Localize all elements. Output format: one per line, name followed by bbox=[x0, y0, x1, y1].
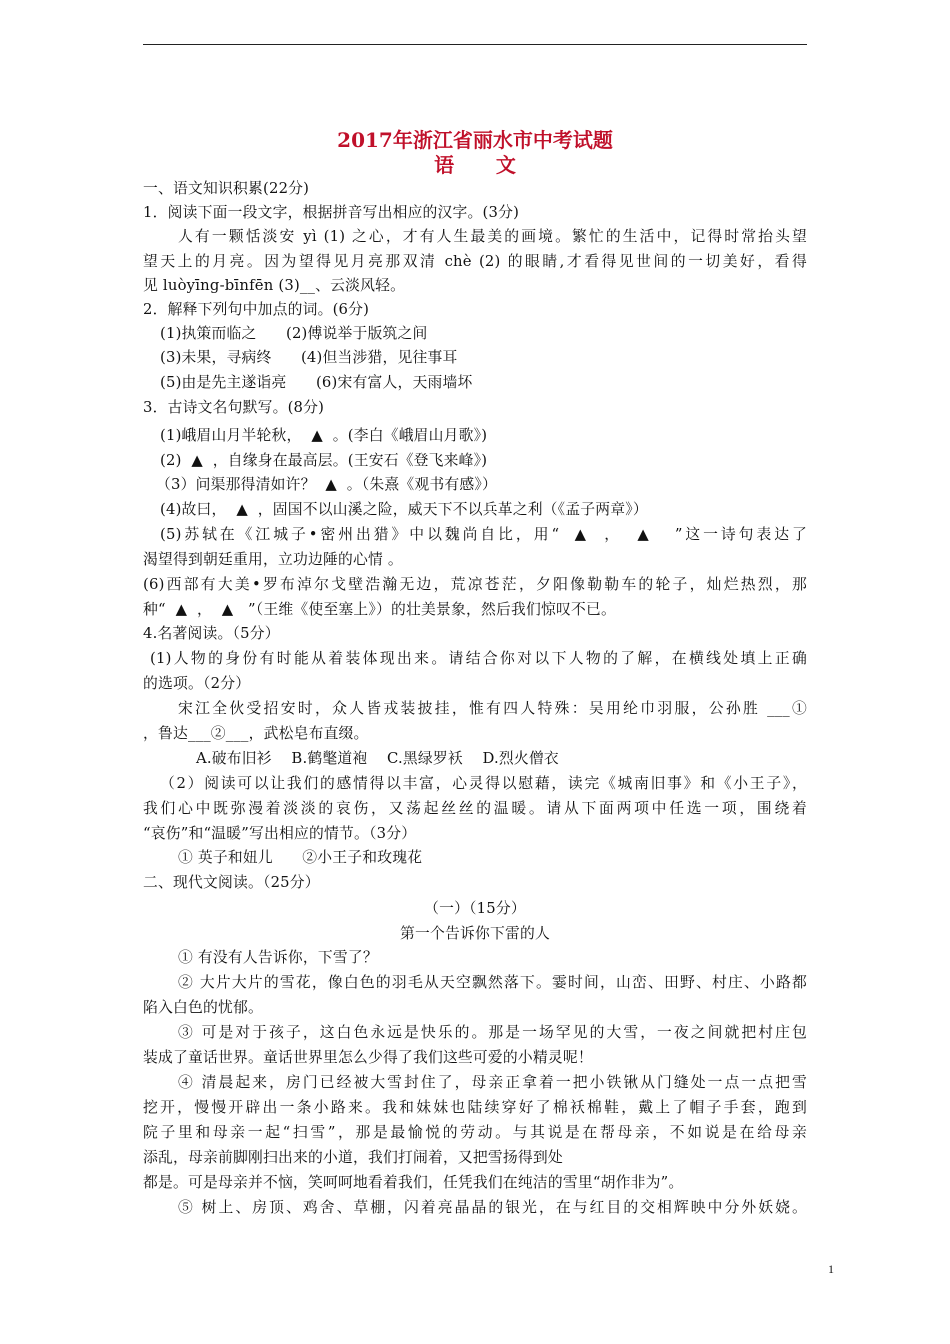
paragraph: ⑤ 树上、房顶、鸡舍、草棚，闪着亮晶晶的银光，在与红目的交相辉映中分外妖娆。 bbox=[178, 1199, 807, 1216]
reading-item: （2）阅读可以让我们的感情得以丰富，心灵得以慰藉，读完《城南旧事》和《小王子》， bbox=[160, 775, 807, 792]
passage-line: 人有一颗恬淡安 yì (1) 之心，才有人生最美的画境。繁忙的生活中，记得时常抬头望 bbox=[178, 228, 807, 245]
poem-item: 渴望得到朝廷重用，立功边陲的心情 。 bbox=[143, 551, 403, 568]
choice-options: ① 英子和妞儿 ②小王子和玫瑰花 bbox=[178, 849, 423, 866]
reading-item: 我们心中既弥漫着淡淡的哀伤，又荡起丝丝的温暖。请从下面两项中任选一项，围绕着 bbox=[143, 800, 807, 817]
page-number: 1 bbox=[828, 1262, 834, 1276]
answer-options: A.破布旧衫 B.鹤氅道袍 C.黑绿罗袄 D.烈火僧衣 bbox=[196, 750, 559, 767]
passage-title: 第一个告诉你下雷的人 bbox=[400, 925, 550, 942]
passage-line: 望天上的月亮。因为望得见月亮那双清 chè (2) 的眼睛,才看得见世间的一切美好，看得 bbox=[143, 253, 807, 270]
poem-item: 种“ ▲ ， ▲ ”（王维《使至塞上》）的壮美景象，然后我们惊叹不已。 bbox=[143, 601, 616, 618]
poem-item: (5)苏轼在《江城子•密州出猎》中以魏尚自比，用“ ▲ ， ▲ ”这一诗句表达了 bbox=[160, 526, 807, 543]
word-item: (5)由是先主遂诣亮 (6)宋有富人，天雨墙坏 bbox=[160, 374, 473, 391]
paragraph: 添乱，母亲前脚刚扫出来的小道，我们打闹着，又把雪扬得到处 bbox=[143, 1149, 563, 1166]
question-1: 1．阅读下面一段文字，根据拼音写出相应的汉字。(3分) bbox=[143, 204, 520, 221]
paragraph: 装成了童话世界。童话世界里怎么少得了我们这些可爱的小精灵呢！ bbox=[143, 1049, 593, 1066]
word-item: (1)执策而临之 (2)傅说举于版筑之间 bbox=[160, 325, 428, 342]
paragraph: ② 大片大片的雪花，像白色的羽毛从天空飘然落下。霎时间，山峦、田野、村庄、小路都 bbox=[178, 974, 807, 991]
paragraph: 陷入白色的忧郁。 bbox=[143, 999, 263, 1016]
passage-label: （一）（15分） bbox=[424, 900, 526, 917]
exam-title: 2017年浙江省丽水市中考试题 bbox=[337, 128, 613, 152]
paragraph: 院子里和母亲一起“扫雪”，那是最愉悦的劳动。与其说是在帮母亲，不如说是在给母亲 bbox=[143, 1124, 807, 1141]
paragraph: 都是。可是母亲并不恼，笑呵呵地看着我们，任凭我们在纯洁的雪里“胡作非为”。 bbox=[143, 1174, 684, 1191]
paragraph: ① 有没有人告诉你，下雪了？ bbox=[178, 949, 378, 966]
poem-item: (1)峨眉山月半轮秋， ▲ 。(李白《峨眉山月歌》) bbox=[160, 427, 488, 444]
reading-item: ，鲁达___②___，武松皂布直缀。 bbox=[143, 725, 369, 742]
poem-item: （3）问渠那得清如许？ ▲ 。（朱熹《观书有感》） bbox=[156, 476, 497, 493]
reading-item: 的选项。（2分） bbox=[143, 675, 251, 692]
reading-item: “哀伤”和“温暖”写出相应的情节。（3分） bbox=[143, 825, 417, 842]
header-rule bbox=[143, 44, 807, 45]
reading-item: 宋江全伙受招安时，众人皆戎装披挂，惟有四人特殊：吴用纶巾羽服，公孙胜 ___① bbox=[178, 700, 807, 717]
question-2: 2．解释下列句中加点的词。(6分) bbox=[143, 301, 370, 318]
question-3: 3．古诗文名句默写。(8分) bbox=[143, 399, 325, 416]
word-item: (3)未果，寻病终 (4)但当涉猎，见往事耳 bbox=[160, 349, 458, 366]
poem-item: (2) ▲ ，自缘身在最高层。(王安石《登飞来峰》) bbox=[160, 452, 488, 469]
poem-item: (6)西部有大美•罗布淖尔戈壁浩瀚无边，荒凉苍茫，夕阳像勒勒车的轮子，灿烂热烈，那 bbox=[143, 576, 807, 593]
paragraph: ④ 清晨起来，房门已经被大雪封住了，母亲正拿着一把小铁锹从门缝处一点一点把雪 bbox=[178, 1074, 807, 1091]
paragraph: 挖开，慢慢开辟出一条小路来。我和妹妹也陆续穿好了棉袄棉鞋，戴上了帽子手套，跑到 bbox=[143, 1099, 807, 1116]
paragraph: ③ 可是对于孩子，这白色永远是快乐的。那是一场罕见的大雪，一夜之间就把村庄包 bbox=[178, 1024, 807, 1041]
section-heading: 一、语文知识积累(22分) bbox=[143, 180, 310, 197]
section-heading: 二、现代文阅读。（25分） bbox=[143, 874, 320, 891]
reading-item: (1)人物的身份有时能从着装体现出来。请结合你对以下人物的了解，在横线处填上正确 bbox=[150, 650, 807, 667]
subject-title: 语 文 bbox=[434, 153, 516, 177]
passage-line: 见 luòyīng-bīnfēn (3)__、云淡风轻。 bbox=[143, 277, 406, 294]
question-4: 4.名著阅读。（5分） bbox=[143, 625, 280, 642]
poem-item: (4)故曰， ▲ ，固国不以山溪之险，威天下不以兵革之利（《孟子两章》） bbox=[160, 501, 648, 518]
